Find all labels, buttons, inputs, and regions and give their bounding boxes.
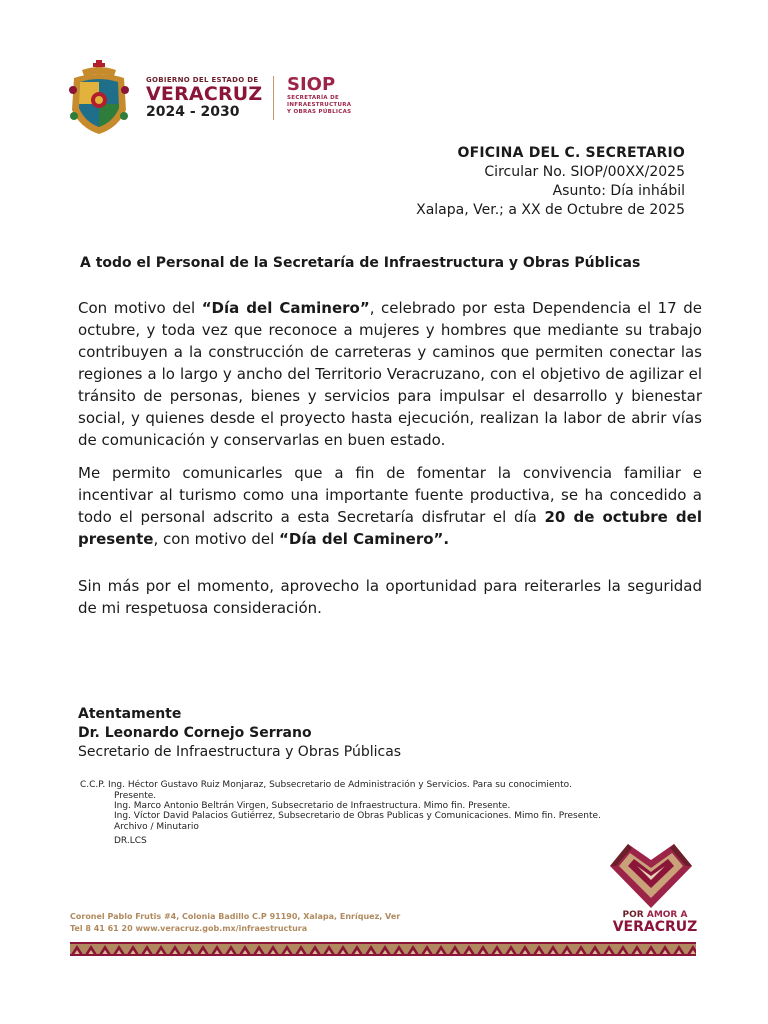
p1-emphasis: “Día del Caminero” <box>201 299 370 317</box>
p1-text-a: Con motivo del <box>78 299 202 317</box>
siop-subtitle-3: Y OBRAS PÚBLICAS <box>287 109 352 115</box>
ccp-line: Presente. <box>114 791 157 801</box>
recipient-line: A todo el Personal de la Secretaría de Infraestructura y Obras Públicas <box>80 255 641 271</box>
body-paragraph-1 <box>78 297 702 451</box>
slogan-amor: AMOR A <box>646 910 688 920</box>
p2-text-a: Me permito comunicarles que a fin de fomentar la convivencia familiar e incentivar al turismo como una importante fuente productiva, se ha concedido a todo el personal adscrito a esta Secretaría disfrutar el día <box>78 464 702 526</box>
administration-years: 2024 - 2030 <box>146 104 240 120</box>
footer-contact: Tel 8 41 61 20 www.veracruz.gob.mx/infraestructura <box>70 924 308 933</box>
p1-text-c: , celebrado por esta Dependencia el 17 de octubre, y toda vez que reconoce a mujeres y hombres que mediante su trabajo contribuyen a la construcción de carreteras y caminos que permiten conectar las regiones a lo largo y ancho del Territorio Veracruzano, con el objetivo de agilizar el tránsito de personas, bienes y servicios para impulsar el desarrollo y bienestar social, y quienes desde el proyecto hasta ejecución, realizan la labor de abrir vías de comunicación y conservarlas en buen estado. <box>78 299 703 449</box>
place-date: Xalapa, Ver.; a XX de Octubre de 2025 <box>416 202 685 218</box>
office-title: OFICINA DEL C. SECRETARIO <box>457 145 685 161</box>
p2-emphasis: “Día del Caminero”. <box>279 530 450 548</box>
government-line: GOBIERNO DEL ESTADO DE <box>146 76 259 84</box>
siop-subtitle-2: INFRAESTRUCTURA <box>287 102 352 108</box>
siop-logotype <box>287 75 377 116</box>
initials: DR.LCS <box>114 836 147 846</box>
siop-acronym: SIOP <box>287 74 336 95</box>
ccp-line: Ing. Marco Antonio Beltrán Virgen, Subsecretario de Infraestructura. Mimo fin. Presente. <box>114 801 511 811</box>
heart-emblem-logo <box>606 836 696 910</box>
signer-name: Dr. Leonardo Cornejo Serrano <box>78 725 312 741</box>
government-logotype <box>146 76 266 120</box>
closing: Atentamente <box>78 706 182 722</box>
p2-date-emphasis: 20 de octubre del presente <box>78 508 702 548</box>
slogan-state: VERACRUZ <box>612 919 698 935</box>
footer-address: Coronel Pablo Frutis #4, Colonia Badillo C.P 91190, Xalapa, Enríquez, Ver <box>70 912 401 921</box>
p2-text-c: , con motivo del <box>153 530 280 548</box>
state-name: VERACRUZ <box>146 83 263 105</box>
logo-divider <box>273 76 274 120</box>
signer-title: Secretario de Infraestructura y Obras Públicas <box>78 744 402 760</box>
subject-line: Asunto: Día inhábil <box>552 183 685 199</box>
ccp-line: C.C.P. Ing. Héctor Gustavo Ruiz Monjaraz, Subsecretario de Administración y Servicios. Para su conocimiento. <box>80 780 572 790</box>
body-paragraph-3: Sin más por el momento, aprovecho la oportunidad para reiterarles la seguridad de mi respetuosa consideración. <box>78 577 702 617</box>
state-coat-of-arms-logo <box>68 60 130 136</box>
siop-subtitle-1: SECRETARÍA DE <box>287 95 340 101</box>
decorative-footer-band <box>70 942 696 956</box>
circular-number: Circular No. SIOP/00XX/2025 <box>484 164 685 180</box>
body-paragraph-2 <box>78 462 702 550</box>
ccp-line: Archivo / Minutario <box>114 822 199 832</box>
slogan-por: POR <box>622 910 644 920</box>
ccp-line: Ing. Víctor David Palacios Gutiérrez, Subsecretario de Obras Publicas y Comunicaciones. Mimo fin. Presente. <box>114 811 601 821</box>
